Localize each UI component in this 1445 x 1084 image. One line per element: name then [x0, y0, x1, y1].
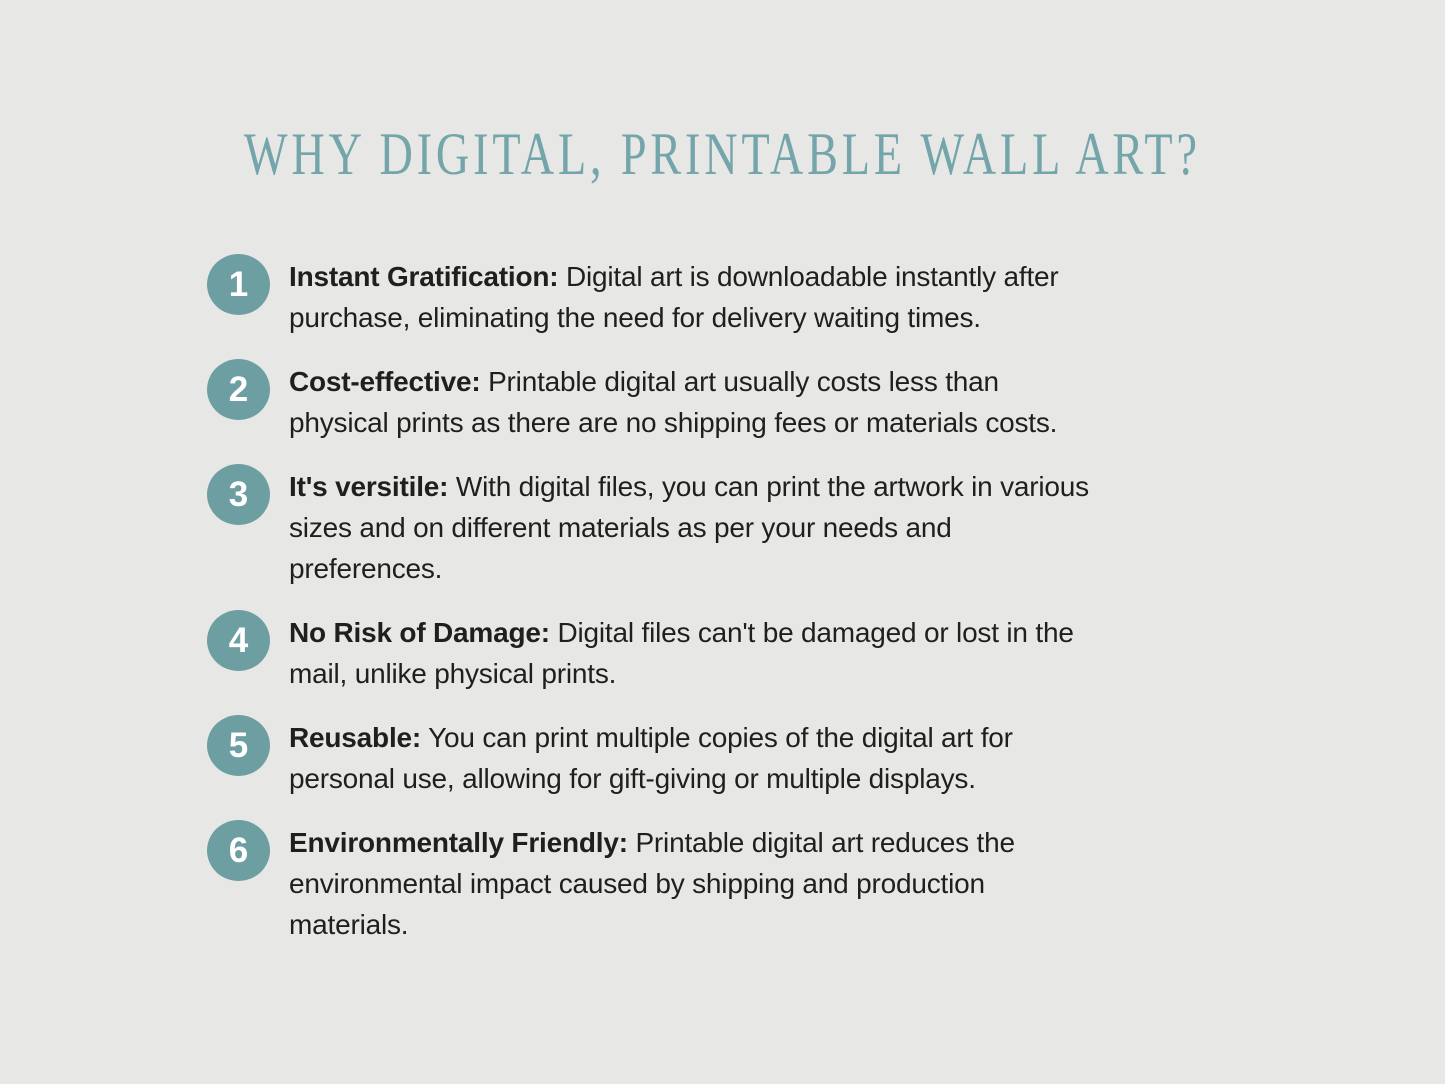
item-line-text: Printable digital art reduces the	[635, 827, 1015, 858]
item-label: Environmentally Friendly:	[289, 827, 628, 858]
item-line: sizes and on different materials as per your needs and	[289, 512, 952, 543]
item-line: materials.	[289, 909, 409, 940]
item-line: personal use, allowing for gift-giving or multiple displays.	[289, 763, 976, 794]
item-line	[289, 612, 1074, 653]
page-title: WHY DIGITAL, PRINTABLE WALL ART?	[244, 121, 1201, 187]
item-text	[289, 361, 1057, 443]
benefit-item-3	[207, 466, 1089, 589]
item-number-badge: 6	[207, 820, 270, 881]
benefit-item-6	[207, 822, 1089, 945]
item-number-badge: 5	[207, 715, 270, 776]
benefit-item-1	[207, 256, 1089, 338]
benefit-item-4	[207, 612, 1089, 694]
item-line	[289, 717, 1013, 758]
item-label: Cost-effective:	[289, 366, 481, 397]
item-number-badge: 4	[207, 610, 270, 671]
item-line	[289, 822, 1015, 863]
item-line-text: Printable digital art usually costs less than	[488, 366, 999, 397]
item-text	[289, 256, 1059, 338]
benefit-list	[207, 256, 1089, 945]
benefit-item-2	[207, 361, 1089, 443]
item-line	[289, 256, 1059, 297]
item-label: Instant Gratification:	[289, 261, 559, 292]
item-line	[289, 361, 1057, 402]
item-text	[289, 717, 1013, 799]
title-row	[0, 121, 1445, 187]
item-label: Reusable:	[289, 722, 422, 753]
item-label: It's versitile:	[289, 471, 449, 502]
item-line: environmental impact caused by shipping and production	[289, 868, 985, 899]
item-line	[289, 466, 1089, 507]
item-number-badge: 1	[207, 254, 270, 315]
item-line-text: Digital art is downloadable instantly after	[566, 261, 1059, 292]
item-line-text: With digital files, you can print the artwork in various	[455, 471, 1089, 502]
item-line: purchase, eliminating the need for delivery waiting times.	[289, 302, 981, 333]
item-line-text: Digital files can't be damaged or lost in the	[557, 617, 1074, 648]
item-number-badge: 3	[207, 464, 270, 525]
item-number-badge: 2	[207, 359, 270, 420]
item-line: physical prints as there are no shipping fees or materials costs.	[289, 407, 1058, 438]
item-text	[289, 822, 1015, 945]
item-line-text: You can print multiple copies of the digital art for	[428, 722, 1013, 753]
item-text	[289, 612, 1074, 694]
item-label: No Risk of Damage:	[289, 617, 550, 648]
item-line: mail, unlike physical prints.	[289, 658, 617, 689]
benefit-item-5	[207, 717, 1089, 799]
item-line: preferences.	[289, 553, 443, 584]
item-text	[289, 466, 1089, 589]
